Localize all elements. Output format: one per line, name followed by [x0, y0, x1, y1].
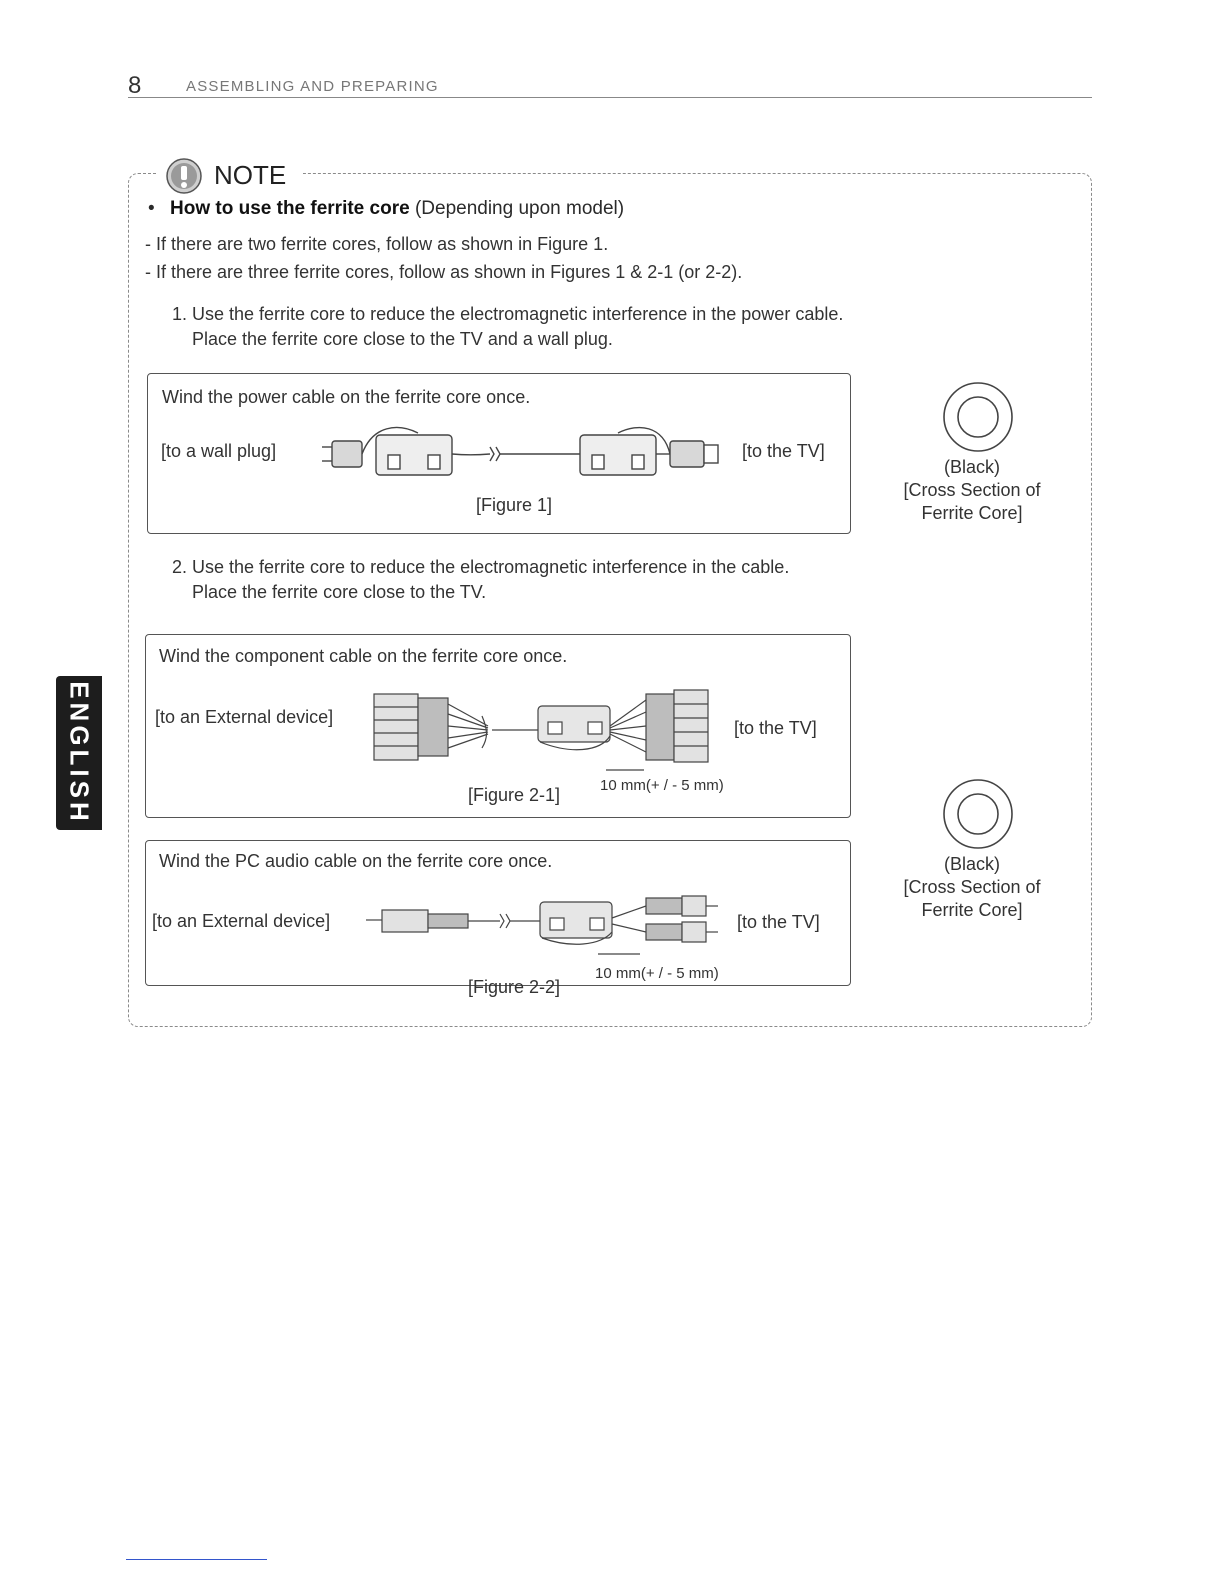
figure-1-caption: [Figure 1]: [476, 495, 553, 515]
note-info-icon: [164, 156, 204, 196]
bullet-subtitle: (Depending upon model): [409, 198, 625, 219]
figure-2-2-caption: [Figure 2-2]: [468, 977, 561, 997]
figure-2-2-instruction: Wind the PC audio cable on the ferrite core once.: [159, 851, 553, 871]
note-line-2: - If there are three ferrite cores, follow as shown in Figures 1 & 2-1 (or 2-2).: [145, 262, 743, 282]
page-number: 8: [128, 72, 142, 99]
cross-section-1-caption: [872, 456, 1072, 525]
figure-2-1-caption: [Figure 2-1]: [468, 785, 561, 805]
note-label: NOTE: [214, 160, 294, 191]
cross-section-2-line-1: [Cross Section of: [903, 877, 1041, 897]
footer-rule: [126, 1559, 267, 1560]
figure-1-right-label: [to the TV]: [742, 441, 825, 461]
figure-2-1-left-label: [to an External device]: [155, 707, 334, 727]
figure-2-2-measurement: 10 mm(+ / - 5 mm): [595, 965, 719, 982]
language-tab: [56, 676, 102, 830]
figure-2-2-left-label: [to an External device]: [152, 911, 331, 931]
cross-section-2-caption: [872, 853, 1072, 922]
note-line-1: - If there are two ferrite cores, follow as shown in Figure 1.: [145, 234, 609, 254]
bullet-dot: •: [148, 198, 155, 219]
figure-2-2-right-label: [to the TV]: [737, 912, 820, 932]
step-1-number: 1.: [172, 304, 188, 324]
step-2-number: 2.: [172, 557, 188, 577]
figure-1-left-label: [to a wall plug]: [161, 441, 277, 461]
figure-2-1-measurement: 10 mm(+ / - 5 mm): [600, 777, 724, 794]
ferrite-core-cross-section-2: [938, 774, 1018, 854]
figure-2-1-instruction: Wind the component cable on the ferrite core once.: [159, 646, 568, 666]
bullet-title: How to use the ferrite core: [170, 198, 410, 219]
cross-section-2-color: (Black): [943, 854, 1000, 874]
cross-section-1-line-1: [Cross Section of: [903, 480, 1041, 500]
power-cable-illustration: [318, 415, 730, 487]
step-1-line-2: Place the ferrite core close to the TV and a wall plug.: [192, 329, 613, 349]
step-2-line-2: Place the ferrite core close to the TV.: [192, 582, 487, 602]
cross-section-1-color: (Black): [943, 457, 1000, 477]
step-2-line-1: Use the ferrite core to reduce the electromagnetic interference in the cable.: [192, 557, 790, 577]
header-rule: [128, 97, 1092, 98]
section-title: ASSEMBLING AND PREPARING: [186, 78, 439, 95]
language-tab-label: ENGLISH: [64, 681, 95, 825]
note-bullet: [148, 198, 624, 220]
step-1: [172, 302, 843, 352]
ferrite-core-cross-section-1: [938, 377, 1018, 457]
cross-section-2-line-2: Ferrite Core]: [921, 900, 1023, 920]
cross-section-1-line-2: Ferrite Core]: [921, 503, 1023, 523]
figure-2-1-right-label: [to the TV]: [734, 718, 817, 738]
step-2: [172, 555, 789, 605]
component-cable-illustration: [370, 686, 730, 776]
pc-audio-cable-illustration: [360, 888, 736, 960]
figure-1-instruction: Wind the power cable on the ferrite core once.: [162, 387, 531, 407]
step-1-line-1: Use the ferrite core to reduce the electromagnetic interference in the power cable.: [192, 304, 844, 324]
